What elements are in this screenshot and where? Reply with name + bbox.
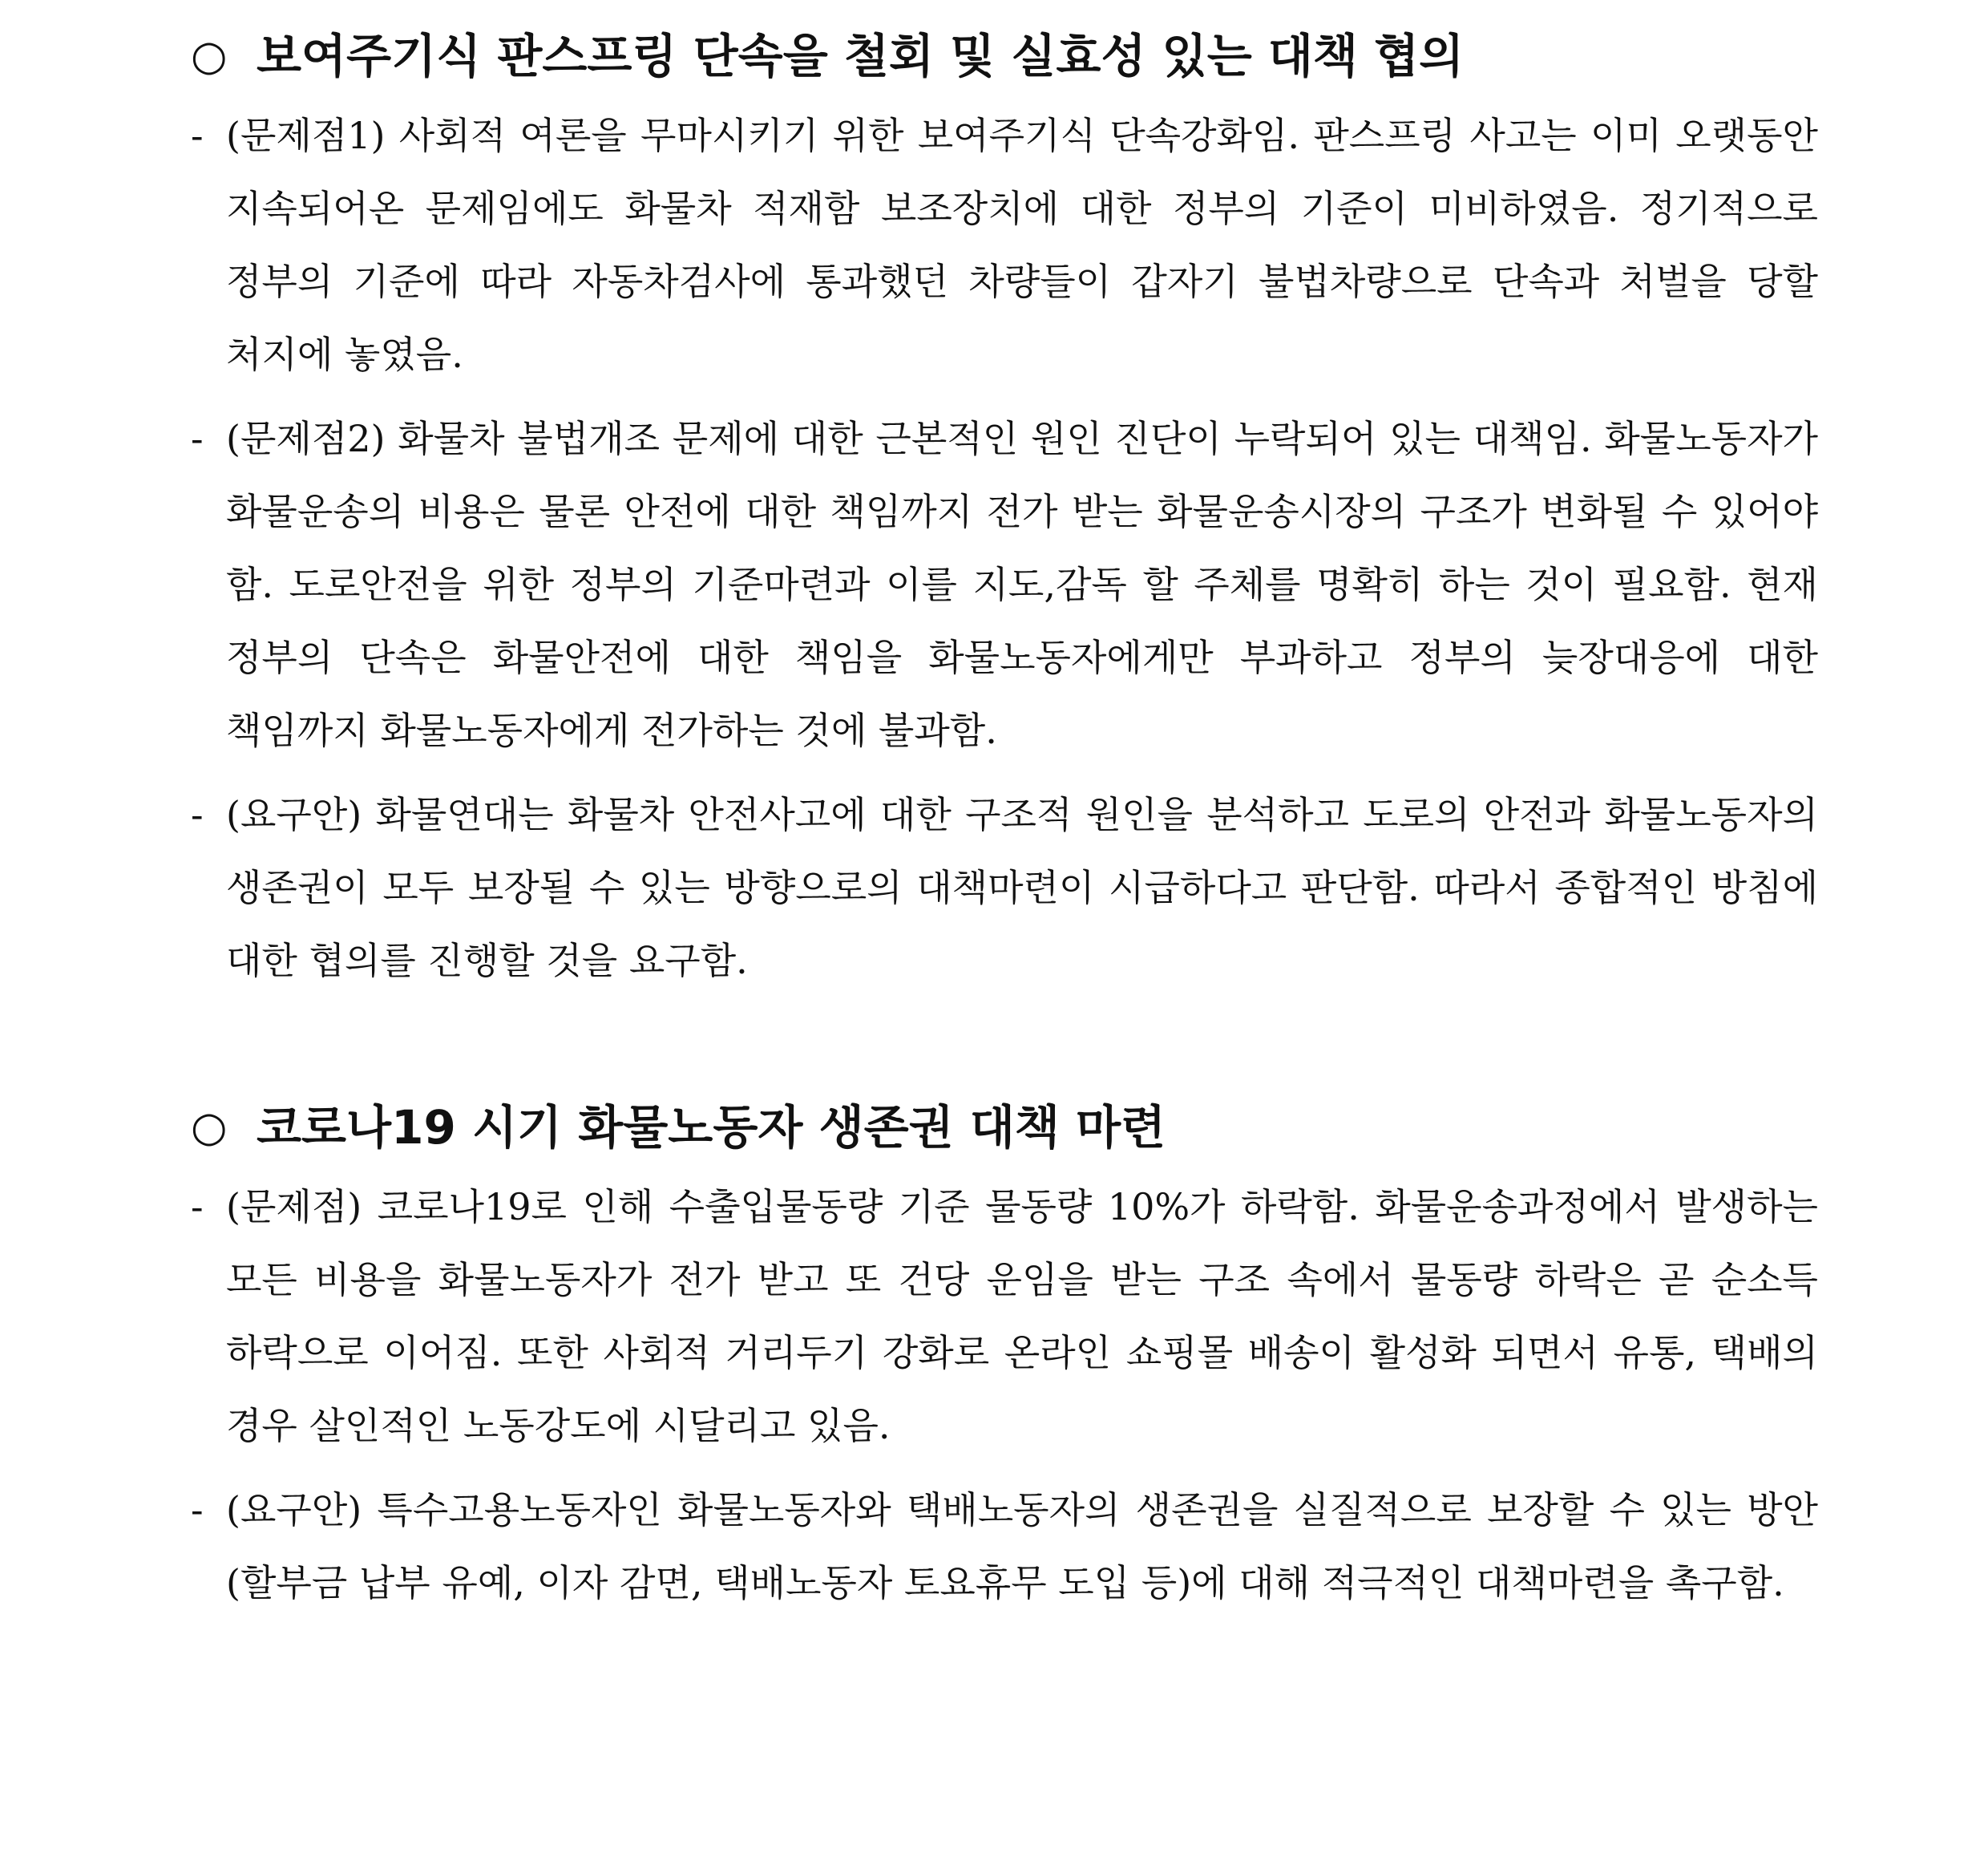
list-item-text: (문제점1) 사회적 여론을 무마시키기 위한 보여주기식 단속강화임. 판스프링 사고는 이미 오랫동안 지속되어온 문제임에도 화물차 적재함 보조장치에 대한 정부의 기준이 미비하였음. 정기적으로 정부의 기준에 따라 자동차검사에 통과했던 차량들이 갑자기 불법차량으로 단속과 처벌을 당할 처지에 놓였음. — [226, 114, 1818, 376]
section-pan-spring-crackdown — [191, 18, 1818, 997]
list-item-text: (요구안) 특수고용노동자인 화물노동자와 택배노동자의 생존권을 실질적으로 보장할 수 있는 방안 (할부금 납부 유예, 이자 감면, 택배노동자 토요휴무 도입 등)에 대해 적극적인 대책마련을 촉구함. — [226, 1488, 1818, 1604]
section-heading — [191, 18, 1818, 95]
section-title: 보여주기식 판스프링 단속을 철회 및 실효성 있는 대책 협의 — [257, 29, 1465, 83]
list-item — [191, 1171, 1818, 1463]
list-item-text: (요구안) 화물연대는 화물차 안전사고에 대한 구조적 원인을 분석하고 도로의 안전과 화물노동자의 생존권이 모두 보장될 수 있는 방향으로의 대책마련이 시급하다고 판단함. 따라서 종합적인 방침에 대한 협의를 진행할 것을 요구함. — [226, 793, 1818, 982]
dash-bullet: - — [191, 1488, 204, 1531]
list-item — [191, 779, 1818, 997]
dash-bullet: - — [191, 417, 204, 460]
list-item-text: (문제점) 코로나19로 인해 수출입물동량 기준 물동량 10%가 하락함. 화물운송과정에서 발생하는 모든 비용을 화물노동자가 전가 받고 또 건당 운임을 받는 구조 속에서 물동량 하락은 곧 순소득 하락으로 이어짐. 또한 사회적 거리두기 강화로 온라인 쇼핑몰 배송이 활성화 되면서 유통, 택배의 경우 살인적인 노동강도에 시달리고 있음. — [226, 1185, 1818, 1447]
dash-bullet: - — [191, 114, 204, 157]
dash-bullet: - — [191, 793, 204, 836]
circle-bullet-icon: ○ — [191, 32, 228, 80]
section-heading — [191, 1089, 1818, 1166]
dash-bullet: - — [191, 1185, 204, 1228]
list-item — [191, 99, 1818, 391]
list-item — [191, 1474, 1818, 1620]
circle-bullet-icon: ○ — [191, 1103, 228, 1151]
list-item-text: (문제점2) 화물차 불법개조 문제에 대한 근본적인 원인 진단이 누락되어 있는 대책임. 화물노동자가 화물운송의 비용은 물론 안전에 대한 책임까지 전가 받는 화물운송시장의 구조가 변화될 수 있어야 함. 도로안전을 위한 정부의 기준마련과 이를 지도,감독 할 주체를 명확히 하는 것이 필요함. 현재 정부의 단속은 화물안전에 대한 책임을 화물노동자에게만 부과하고 정부의 늦장대응에 대한 책임까지 화물노동자에게 전가하는 것에 불과함. — [226, 417, 1818, 752]
section-title: 코로나19 시기 화물노동자 생존권 대책 마련 — [257, 1100, 1166, 1155]
section-covid19-livelihood — [191, 1089, 1818, 1620]
list-item — [191, 403, 1818, 767]
